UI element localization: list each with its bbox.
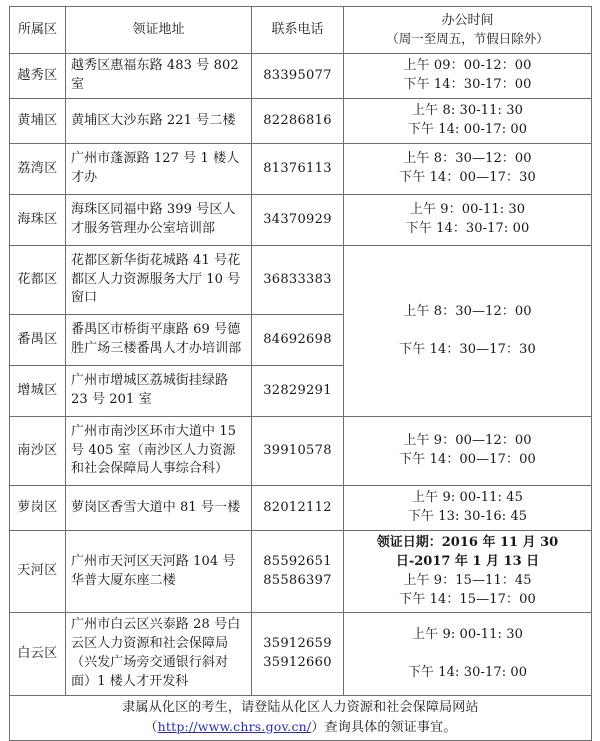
hours-afternoon: 下午 14：00—17：30: [399, 170, 536, 185]
row-phone: [252, 531, 344, 613]
row-hours: [344, 195, 592, 246]
row-address: 黄埔区大沙东路 221 号二楼: [66, 99, 252, 144]
footer-note: [10, 695, 592, 741]
table-row: [10, 613, 592, 695]
phone-number: 32829291: [263, 382, 332, 398]
row-phone: [252, 486, 344, 531]
table-footer-row: [10, 695, 592, 741]
hours-morning: 上午 9: 00-11: 30: [412, 627, 523, 643]
row-hours: [344, 54, 592, 99]
table-row: [10, 99, 592, 144]
row-phone: [252, 613, 344, 695]
hours-afternoon: 下午 14: 30-17: 00: [407, 665, 528, 681]
hours-morning: 上午 09：00-12：00: [403, 58, 532, 74]
row-district: 南沙区: [10, 417, 66, 486]
hours-morning: 上午 9：15—11：45: [403, 572, 532, 588]
hours-afternoon: 下午 14：30—17：30: [399, 342, 536, 357]
footer-paren-open: （: [144, 719, 158, 735]
phone-number: 82286816: [263, 112, 332, 128]
row-hours: [344, 531, 592, 613]
hours-afternoon: 下午 14：15—17：00: [399, 591, 536, 607]
header-office-hours-main: 办公时间: [441, 12, 494, 28]
phone-number-secondary: 85586397: [263, 572, 332, 588]
row-address: 番禺区市桥街平康路 69 号德胜广场三楼番禺人才办培训部: [66, 315, 252, 366]
row-address: 广州市增城区荔城街挂绿路 23 号 201 室: [66, 366, 252, 417]
certificate-pickup-table: [9, 6, 592, 741]
row-address: 海珠区同福中路 399 号区人才服务管理办公室培训部: [66, 195, 252, 246]
hours-morning: 上午 9：00-11: 30: [409, 202, 526, 218]
row-address: 广州市天河区天河路 104 号华普大厦东座二楼: [66, 531, 252, 613]
hours-morning: 上午 8：30—12：00: [403, 304, 532, 320]
phone-number: 83395077: [263, 67, 332, 83]
row-district: 黄埔区: [10, 99, 66, 144]
hours-afternoon: 下午 14：30-17: 00: [405, 221, 530, 236]
hours-afternoon: 下午 13: 30-16: 45: [407, 509, 528, 524]
header-phone: 联系电话: [252, 7, 344, 54]
phone-number: 85592651: [263, 553, 332, 569]
row-district: 天河区: [10, 531, 66, 613]
hours-afternoon: 下午 14：30-17：00: [403, 77, 532, 92]
phone-number: 81376113: [263, 160, 332, 176]
table-row: [10, 54, 592, 99]
hours-morning: 上午 8：30—12：00: [403, 151, 532, 167]
header-district: 所属区: [10, 7, 66, 54]
row-phone: [252, 315, 344, 366]
table-row: [10, 246, 592, 315]
table-header-row: [10, 7, 592, 54]
row-phone: [252, 195, 344, 246]
row-hours: [344, 417, 592, 486]
row-phone: [252, 417, 344, 486]
phone-number-secondary: 35912660: [263, 655, 332, 671]
phone-number: 35912659: [263, 636, 332, 652]
table-row: [10, 195, 592, 246]
hours-afternoon: 下午 14: 00-17: 00: [407, 122, 528, 137]
phone-number: 34370929: [263, 211, 332, 227]
chrs-website-link[interactable]: http://www.chrs.gov.cn/: [157, 718, 312, 734]
phone-number: 39910578: [263, 442, 332, 458]
row-phone: [252, 54, 344, 99]
table-row: [10, 417, 592, 486]
row-address: 广州市白云区兴泰路 28 号白云区人力资源和社会保障局（兴发广场旁交通银行斜对面）1 楼人才开发科: [66, 613, 252, 695]
footer-line-2: [15, 718, 586, 738]
row-district: 越秀区: [10, 54, 66, 99]
row-hours: [344, 486, 592, 531]
pickup-date-note: 领证日期：2016 年 11 月 30 日-2017 年 1 月 13 日: [376, 535, 559, 569]
row-district: 萝岗区: [10, 486, 66, 531]
row-hours: [344, 613, 592, 695]
row-phone: [252, 99, 344, 144]
row-phone: [252, 144, 344, 195]
row-phone: [252, 246, 344, 315]
footer-paren-close: ）查询具体的领证事宜。: [311, 719, 457, 735]
row-address: 广州市南沙区环市大道中 15 号 405 室（南沙区人力资源和社会保障局人事综合科）: [66, 417, 252, 486]
table-row: [10, 144, 592, 195]
phone-number: 84692698: [263, 331, 332, 347]
hours-afternoon: 下午 14：00—17：00: [399, 452, 536, 467]
row-district: 番禺区: [10, 315, 66, 366]
hours-morning: 上午 8: 30-11: 30: [412, 103, 523, 119]
row-address: 花都区新华街花城路 41 号花都区人力资源服务大厅 10 号窗口: [66, 246, 252, 315]
row-district: 荔湾区: [10, 144, 66, 195]
header-office-hours: [344, 7, 592, 54]
row-address: 越秀区惠福东路 483 号 802 室: [66, 54, 252, 99]
row-district: 海珠区: [10, 195, 66, 246]
row-district: 增城区: [10, 366, 66, 417]
phone-number: 36833383: [263, 271, 332, 287]
row-hours-merged: [344, 246, 592, 417]
row-district: 花都区: [10, 246, 66, 315]
hours-morning: 上午 9: 00-11: 45: [412, 490, 523, 506]
row-address: 广州市蓬源路 127 号 1 楼人才办: [66, 144, 252, 195]
row-hours: [344, 144, 592, 195]
row-district: 白云区: [10, 613, 66, 695]
table-row: [10, 531, 592, 613]
row-address: 萝岗区香雪大道中 81 号一楼: [66, 486, 252, 531]
table-row: [10, 486, 592, 531]
phone-number: 82012112: [263, 499, 332, 515]
footer-line-1: 隶属从化区的考生，请登陆从化区人力资源和社会保障局网站: [122, 699, 479, 715]
hours-morning: 上午 9：00—12：00: [403, 433, 532, 449]
row-phone: [252, 366, 344, 417]
header-office-hours-sub: （周一至周五，节假日除外）: [386, 31, 549, 47]
header-address: 领证地址: [66, 7, 252, 54]
row-hours: [344, 99, 592, 144]
